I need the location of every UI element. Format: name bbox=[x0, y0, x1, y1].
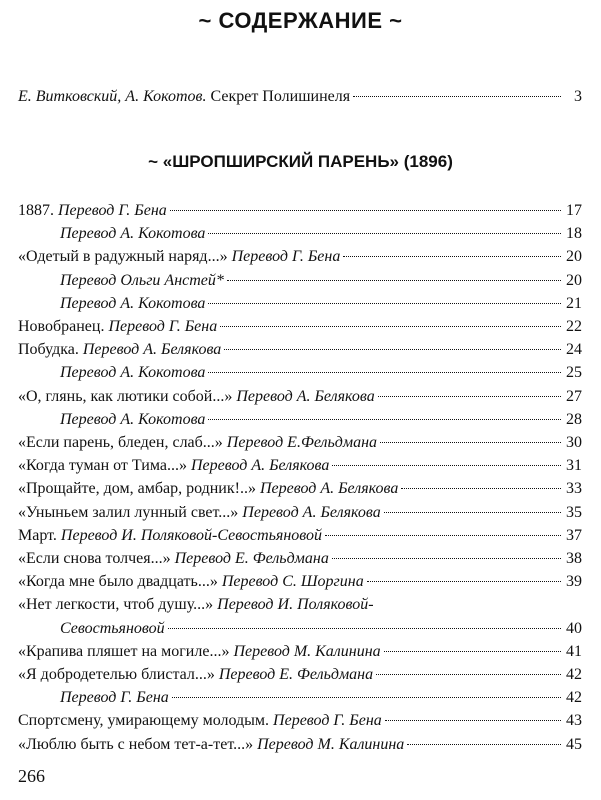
toc-entry[interactable] bbox=[18, 548, 582, 570]
entry-translator: Перевод Е. Фельдмана bbox=[218, 666, 374, 683]
dot-leader bbox=[325, 535, 561, 536]
dot-leader bbox=[168, 628, 561, 629]
entry-translator: Перевод М. Калинина bbox=[233, 643, 381, 660]
entry-title: Побудка. bbox=[18, 341, 79, 358]
entry-page: 28 bbox=[566, 411, 582, 428]
entry-translator: Перевод И. Поляковой- bbox=[217, 596, 374, 613]
toc-entry[interactable] bbox=[18, 200, 582, 222]
entry-text bbox=[18, 548, 329, 570]
entry-author: Е. Витковский, А. Кокотов. bbox=[18, 88, 207, 105]
dot-leader bbox=[385, 720, 561, 721]
dot-leader bbox=[208, 233, 561, 234]
entry-translator: Перевод С. Шоргина bbox=[221, 573, 364, 590]
dot-leader bbox=[208, 372, 561, 373]
dot-leader bbox=[332, 465, 561, 466]
entry-text bbox=[18, 478, 398, 500]
dot-leader bbox=[353, 96, 561, 97]
entry-text bbox=[18, 502, 381, 524]
entry-text bbox=[18, 664, 373, 686]
entry-translator: Перевод Е.Фельдмана bbox=[226, 434, 378, 451]
toc-entry-continuation[interactable] bbox=[60, 618, 582, 640]
entry-text bbox=[60, 223, 205, 245]
entry-title: «Когда мне было двадцать...» bbox=[18, 573, 218, 590]
entry-translator: Перевод А. Белякова bbox=[190, 457, 330, 474]
entry-title: «Крапива пляшет на могиле...» bbox=[18, 643, 230, 660]
toc-entry[interactable] bbox=[60, 293, 582, 315]
section-title: ~ «ШРОПШИРСКИЙ ПАРЕНЬ» (1896) bbox=[148, 152, 453, 171]
entry-page: 24 bbox=[566, 341, 582, 358]
entry-translator: Перевод Г. Бена bbox=[273, 712, 382, 729]
entry-title: Новобранец. bbox=[18, 318, 105, 335]
entry-title: «Люблю быть с небом тет-а-тет...» bbox=[18, 736, 254, 753]
toc-entry[interactable] bbox=[18, 455, 582, 477]
entry-translator: Перевод Г. Бена bbox=[58, 202, 167, 219]
dot-leader bbox=[227, 280, 561, 281]
entry-page: 38 bbox=[566, 550, 582, 567]
dot-leader bbox=[220, 326, 561, 327]
entry-title: 1887. bbox=[18, 202, 54, 219]
toc-entry[interactable] bbox=[18, 478, 582, 500]
toc-entry[interactable] bbox=[18, 316, 582, 338]
toc-entry[interactable] bbox=[18, 664, 582, 686]
entry-page: 17 bbox=[566, 202, 582, 219]
entry-text bbox=[60, 270, 224, 292]
toc-entry[interactable] bbox=[18, 339, 582, 361]
entry-page: 18 bbox=[566, 225, 582, 242]
toc-entry[interactable] bbox=[18, 525, 582, 547]
entry-page: 45 bbox=[566, 736, 582, 753]
entry-translator: Перевод И. Поляковой-Севостьяновой bbox=[60, 527, 323, 544]
entry-text bbox=[18, 316, 217, 338]
toc-entry[interactable] bbox=[60, 270, 582, 292]
entry-translator: Перевод М. Калинина bbox=[257, 736, 405, 753]
entry-translator: Перевод А. Белякова bbox=[259, 480, 399, 497]
dot-leader bbox=[172, 697, 561, 698]
toc-entry[interactable] bbox=[18, 502, 582, 524]
entry-title: «Я добродетелью блистал...» bbox=[18, 666, 215, 683]
entry-page: 22 bbox=[566, 318, 582, 335]
entry-translator: Перевод А. Кокотова bbox=[60, 295, 206, 312]
dot-leader bbox=[332, 558, 561, 559]
entry-page: 31 bbox=[566, 457, 582, 474]
entry-title: «Если парень, бледен, слаб...» bbox=[18, 434, 223, 451]
entry-translator: Перевод А. Кокотова bbox=[60, 411, 206, 428]
entry-text bbox=[18, 200, 167, 222]
entry-translator: Перевод Ольги Анстей* bbox=[60, 272, 224, 289]
entry-title: «Уныньем залил лунный свет...» bbox=[18, 504, 239, 521]
entry-translator: Перевод Г. Бена bbox=[231, 248, 341, 265]
page-title: ~ СОДЕРЖАНИЕ ~ bbox=[198, 8, 403, 33]
toc-entry[interactable] bbox=[18, 734, 582, 756]
entry-translator-cont: Севостьяновой bbox=[60, 620, 165, 637]
entry-text bbox=[18, 734, 404, 756]
entry-text bbox=[18, 246, 340, 268]
dot-leader bbox=[380, 442, 561, 443]
entry-page: 42 bbox=[566, 666, 582, 683]
entry-page: 25 bbox=[566, 364, 582, 381]
toc-entry[interactable] bbox=[18, 710, 582, 732]
toc-entry[interactable] bbox=[18, 246, 582, 268]
entry-text bbox=[18, 386, 375, 408]
entry-page: 37 bbox=[566, 527, 582, 544]
dot-leader bbox=[401, 488, 561, 489]
entry-page: 43 bbox=[566, 712, 582, 729]
entry-title: «Прощайте, дом, амбар, родник!..» bbox=[18, 480, 256, 497]
entry-title: «Когда туман от Тима...» bbox=[18, 457, 187, 474]
entry-page: 27 bbox=[566, 388, 582, 405]
entry-translator: Перевод Е. Фельдмана bbox=[174, 550, 329, 567]
entry-text bbox=[18, 571, 364, 593]
entry-page: 21 bbox=[566, 295, 582, 312]
entry-translator: Перевод А. Белякова bbox=[82, 341, 222, 358]
entry-text bbox=[60, 362, 205, 384]
entry-text bbox=[60, 687, 169, 709]
entry-text bbox=[18, 710, 382, 732]
toc-entry[interactable] bbox=[18, 571, 582, 593]
entry-translator: Перевод А. Белякова bbox=[242, 504, 381, 521]
dot-leader bbox=[384, 512, 561, 513]
dot-leader bbox=[170, 210, 561, 211]
dot-leader bbox=[343, 256, 561, 257]
entry-page: 30 bbox=[566, 434, 582, 451]
entry-text bbox=[18, 86, 350, 108]
entry-title: «Нет легкости, чтоб душу...» bbox=[18, 596, 214, 613]
entry-page: 20 bbox=[566, 272, 582, 289]
entry-title: Секрет Полишинеля bbox=[210, 88, 351, 105]
entry-page: 20 bbox=[566, 248, 582, 265]
entry-translator: Перевод Г. Бена bbox=[108, 318, 218, 335]
entry-text bbox=[18, 641, 381, 663]
dot-leader bbox=[208, 419, 561, 420]
toc-entry[interactable] bbox=[18, 386, 582, 408]
toc-entry[interactable] bbox=[60, 223, 582, 245]
toc-entry[interactable] bbox=[60, 362, 582, 384]
toc-entry[interactable] bbox=[18, 432, 582, 454]
entry-page: 3 bbox=[574, 88, 582, 105]
dot-leader bbox=[224, 349, 561, 350]
entry-title: «Если снова толчея...» bbox=[18, 550, 171, 567]
entry-page: 33 bbox=[566, 480, 582, 497]
entry-page: 42 bbox=[566, 689, 582, 706]
dot-leader bbox=[407, 744, 561, 745]
toc-entry[interactable] bbox=[60, 687, 582, 709]
entry-page: 40 bbox=[566, 620, 582, 637]
entry-title: Спортсмену, умирающему молодым. bbox=[18, 712, 270, 729]
entry-page: 39 bbox=[566, 573, 582, 590]
entry-page: 35 bbox=[566, 504, 582, 521]
entry-text bbox=[18, 339, 221, 361]
dot-leader bbox=[208, 303, 561, 304]
toc-entry[interactable] bbox=[18, 641, 582, 663]
toc-entry[interactable] bbox=[60, 409, 582, 431]
entry-text bbox=[18, 594, 374, 616]
entry-title: «Одетый в радужный наряд...» bbox=[18, 248, 228, 265]
entry-translator: Перевод Г. Бена bbox=[60, 689, 169, 706]
entry-page: 41 bbox=[566, 643, 582, 660]
dot-leader bbox=[384, 651, 561, 652]
entry-text bbox=[60, 409, 205, 431]
page-number: 266 bbox=[18, 766, 45, 786]
dot-leader bbox=[378, 396, 561, 397]
entry-translator: Перевод А. Белякова bbox=[236, 388, 375, 405]
entry-translator: Перевод А. Кокотова bbox=[60, 364, 206, 381]
entry-translator: Перевод А. Кокотова bbox=[60, 225, 206, 242]
entry-text bbox=[18, 455, 329, 477]
dot-leader bbox=[376, 674, 561, 675]
entry-text bbox=[18, 525, 322, 547]
entry-title: Март. bbox=[18, 527, 57, 544]
entry-text bbox=[60, 293, 205, 315]
toc-entry-intro[interactable] bbox=[18, 86, 582, 108]
dot-leader bbox=[367, 581, 561, 582]
entry-text bbox=[18, 432, 377, 454]
entry-title: «О, глянь, как лютики собой...» bbox=[18, 388, 233, 405]
toc-entry[interactable] bbox=[18, 594, 582, 616]
